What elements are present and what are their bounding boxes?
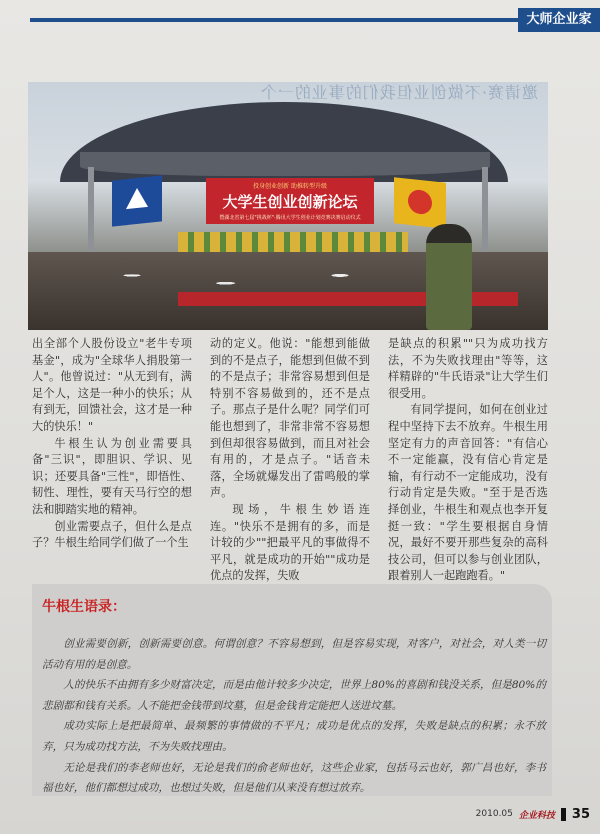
quote-paragraph: 人的快乐不由拥有多少财富决定，而是由他计较多少决定，世界上80%的喜剧和钱没关系，但是80%的悲剧都和钱有关系。人不能把金钱带到坟墓，但是金钱肯定能把人送进坟墓。	[42, 679, 546, 712]
event-photo	[28, 82, 548, 330]
article-paragraph: 现场，牛根生妙语连连。"快乐不是拥有的多，而是计较的少""把最平凡的事做得不平凡，就是成功的开始""成功是优点的发挥，失败	[210, 502, 370, 583]
quote-paragraph: 创业需要创新，创新需要创意。何谓创意？不容易想到，但是容易实现，对客户，对社会，对人类一切活动有用的是创意。	[42, 638, 546, 671]
article-body	[32, 336, 552, 583]
section-tab: 大师企业家	[518, 8, 600, 32]
article-column-1	[32, 336, 192, 552]
header-rule	[30, 18, 530, 22]
magazine-logo: 企业科技	[518, 810, 555, 821]
circle-logo-icon	[408, 189, 432, 216]
page-footer	[476, 804, 590, 824]
quote-box-body	[42, 634, 546, 799]
article-paragraph: 出全部个人股份设立"老牛专项基金"，成为"全球华人捐股第一人"。他曾说过："从无到有，满足个人，这是一种小的快乐；从有到无，回馈社会，这才是一种大的快乐！"	[32, 337, 192, 433]
cameraman	[426, 224, 472, 330]
page-number: 35	[571, 806, 590, 822]
page-header	[0, 8, 600, 30]
article-paragraph: 有同学提问，如何在创业过程中坚持下去不放弃。牛根生用坚定有力的声音回答："有信心不一定能赢，没有信心肯定是输，有行动不一定能成功，没有行动肯定是失败。"至于是否选择创业，牛根生和观点也李开复挺一致："学生要根据自身情况，最好不要开那些复杂的高科技公司，但可以参与创业团队，跟着别人一起跑跑看。"	[388, 403, 548, 583]
article-paragraph: 牛根生认为创业需要具备"三识"，即胆识、学识、见识；还要具备"三性"，即悟性、韧性、理性，要有天马行空的想法和脚踏实地的精神。	[32, 436, 192, 516]
stage-banner-subtitle: 暨湖北省第七届"挑战杯"·腾讯大学生创业计划竞赛决赛启动仪式	[219, 215, 361, 221]
article-paragraph: 是缺点的积累""只为成功找方法，不为失败找理由"等等，这样精辟的"牛氏语录"让大学生们很受用。	[388, 337, 548, 400]
footer-separator	[561, 808, 566, 821]
article-column-3	[388, 336, 548, 585]
article-column-2	[210, 336, 370, 585]
article-paragraph: 创业需要点子，但什么是点子？牛根生给同学们做了一个生	[32, 519, 192, 550]
quote-box-title: 牛根生语录：	[42, 599, 126, 615]
stage-banner	[206, 178, 374, 224]
quote-paragraph: 无论是我们的李老师也好，无论是我们的俞老师也好，这些企业家，包括马云也好，郭广昌也好，李书福也好，他们都想过成功，也想过失败，但是他们从来没有想过放弃。	[42, 761, 546, 795]
triangle-logo-icon	[126, 187, 148, 209]
blue-flag	[112, 175, 162, 226]
mirrored-banner-text: 邀请赛·不做创业但我们的事业的一个	[259, 83, 538, 102]
yellow-flag	[394, 177, 446, 228]
stage-banner-slogan: 投身创业创新 助推转型升级	[253, 183, 327, 190]
quote-box	[32, 584, 552, 796]
stage-banner-title: 大学生创业创新论坛	[222, 193, 358, 211]
quote-paragraph: 成功实际上是把最简单、最频繁的事情做的不平凡；成功是优点的发挥，失败是缺点的积累；永不放弃，只为成功找方法，不为失败找理由。	[42, 720, 546, 753]
issue-date: 2010.05	[475, 809, 513, 819]
canopy-underside	[80, 152, 490, 176]
article-paragraph: 动的定义。他说："能想到能做到的不是点子，能想到但做不到的不是点子；非常容易想到但是特别不容易做到的，还不是点子。那点子是什么呢？同学们可能也想到了，非常非常不容易想到但却很容易做到，而且对社会有用的，才是点子。"话音未落，全场就爆发出了雷鸣般的掌声。	[210, 337, 370, 500]
